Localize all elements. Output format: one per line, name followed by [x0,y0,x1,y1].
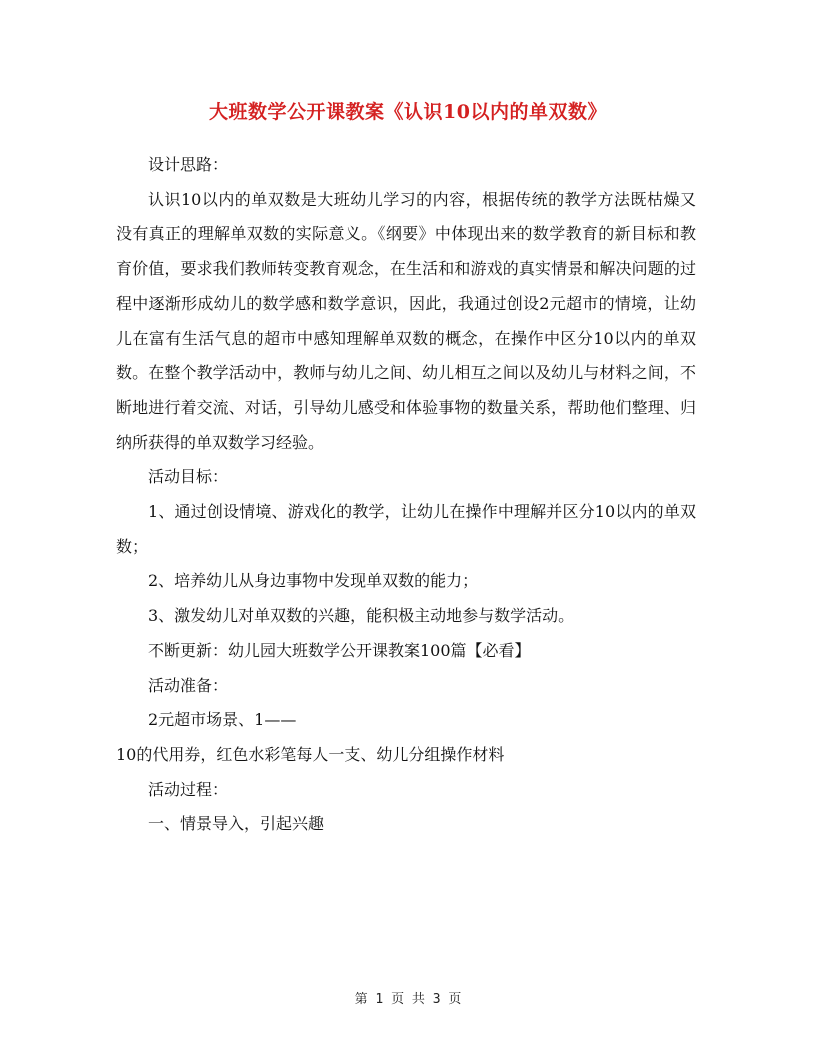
document-title: 大班数学公开课教案《认识10以内的单双数》 [209,101,607,123]
update-note: 不断更新：幼儿园大班数学公开课教案100篇【必看】 [148,640,531,660]
preparation-line-2: 10的代用券，红色水彩笔每人一支、幼儿分组操作材料 [116,744,505,764]
section-heading-process: 活动过程： [148,779,229,799]
section-heading-preparation: 活动准备： [148,675,229,695]
goal-item-2: 2、培养幼儿从身边事物中发现单双数的能力； [148,571,479,591]
section-heading-goals: 活动目标： [148,467,229,487]
goal-item-3: 3、激发幼儿对单双数的兴趣，能积极主动地参与数学活动。 [148,606,575,626]
document-body [116,148,696,842]
design-paragraph: 认识10以内的单双数是大班幼儿学习的内容，根据传统的教学方法既枯燥又没有真正的理解单双数的实际意义。《纲要》中体现出来的数学教育的新目标和教育价值，要求我们教师转变教育观念，在生活和和游戏的真实情景和解决问题的过程中逐渐形成幼儿的数学感和数学意识，因此，我通过创设2元超市的情境，让幼儿在富有生活气息的超市中感知理解单双数的概念，在操作中区分10以内的单双数。在整个教学活动中，教师与幼儿之间、幼儿相互之间以及幼儿与材料之间，不断地进行着交流、对话，引导幼儿感受和体验事物的数量关系，帮助他们整理、归纳所获得的单双数学习经验。 [116,189,696,452]
process-step-1: 一、情景导入，引起兴趣 [148,814,325,834]
page-indicator: 第 1 页 共 3 页 [354,992,462,1007]
section-heading-design: 设计思路： [148,155,229,174]
preparation-line-1: 2元超市场景、1—— [148,710,297,730]
goal-item-1: 1、通过创设情境、游戏化的教学，让幼儿在操作中理解并区分10以内的单双数； [116,502,696,556]
